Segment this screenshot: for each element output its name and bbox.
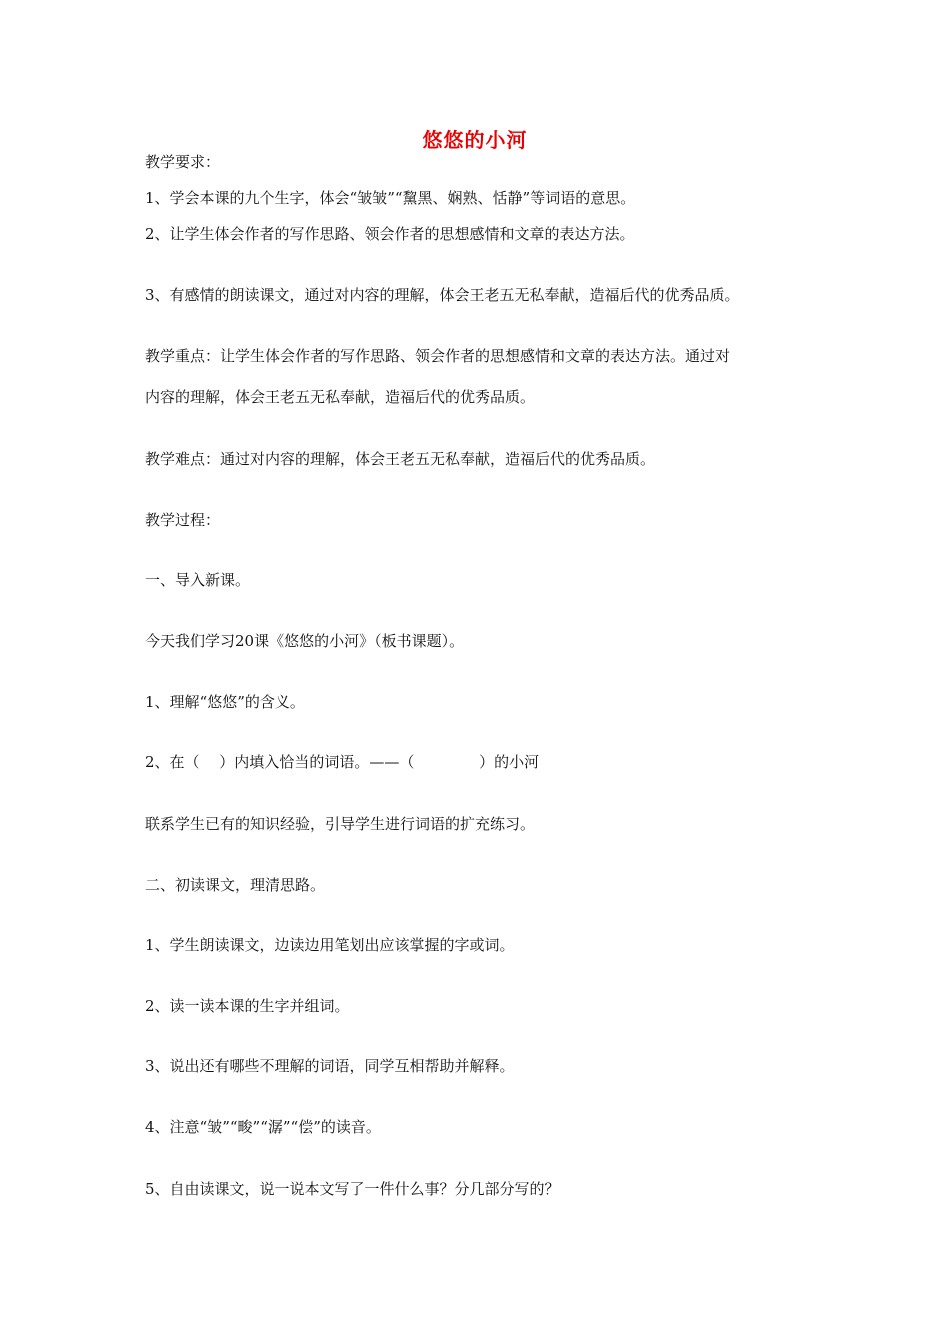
- text-line-read-1: 1、学生朗读课文，边读边用笔划出应该掌握的字或词。: [145, 936, 515, 954]
- text-line-difficulties: 教学难点：通过对内容的理解，体会王老五无私奉献，造福后代的优秀品质。: [145, 450, 656, 468]
- text-line-process-heading: 教学过程：: [145, 511, 221, 529]
- text-line-guidance: 联系学生已有的知识经验，引导学生进行词语的扩充练习。: [145, 815, 536, 833]
- text-line-section-1: 一、导入新课。: [145, 571, 251, 589]
- text-line-section-2: 二、初读课文，理清思路。: [145, 876, 326, 894]
- text-line-read-5: 5、自由读课文，说一说本文写了一件什么事？分几部分写的？: [145, 1180, 560, 1198]
- text-line-read-2: 2、读一读本课的生字并组词。: [145, 997, 350, 1015]
- text-line-step-1: 1、理解“悠悠”的含义。: [145, 693, 305, 711]
- text-line-intro: 今天我们学习20课《悠悠的小河》（板书课题）。: [145, 632, 465, 650]
- text-line-read-3: 3、说出还有哪些不理解的词语，同学互相帮助并解释。: [145, 1057, 515, 1075]
- document-title: 悠悠的小河: [422, 128, 528, 152]
- text-line-requirement-3: 3、有感情的朗读课文，通过对内容的理解，体会王老五无私奉献，造福后代的优秀品质。: [145, 286, 740, 304]
- text-line-requirement-1: 1、学会本课的九个生字，体会“皱皱”“黧黑、娴熟、恬静”等词语的意思。: [145, 189, 636, 207]
- text-line-read-4: 4、注意“皱”“畯”“潺”“偿”的读音。: [145, 1118, 381, 1136]
- text-line-key-points-cont: 内容的理解，体会王老五无私奉献，造福后代的优秀品质。: [145, 388, 536, 406]
- text-line-step-2: 2、在（ ）内填入恰当的词语。——（ ）的小河: [145, 753, 540, 771]
- text-line-teaching-requirements: 教学要求：: [145, 153, 221, 171]
- text-line-key-points: 教学重点：让学生体会作者的写作思路、领会作者的思想感情和文章的表达方法。通过对: [145, 347, 731, 365]
- text-line-requirement-2: 2、让学生体会作者的写作思路、领会作者的思想感情和文章的表达方法。: [145, 225, 635, 243]
